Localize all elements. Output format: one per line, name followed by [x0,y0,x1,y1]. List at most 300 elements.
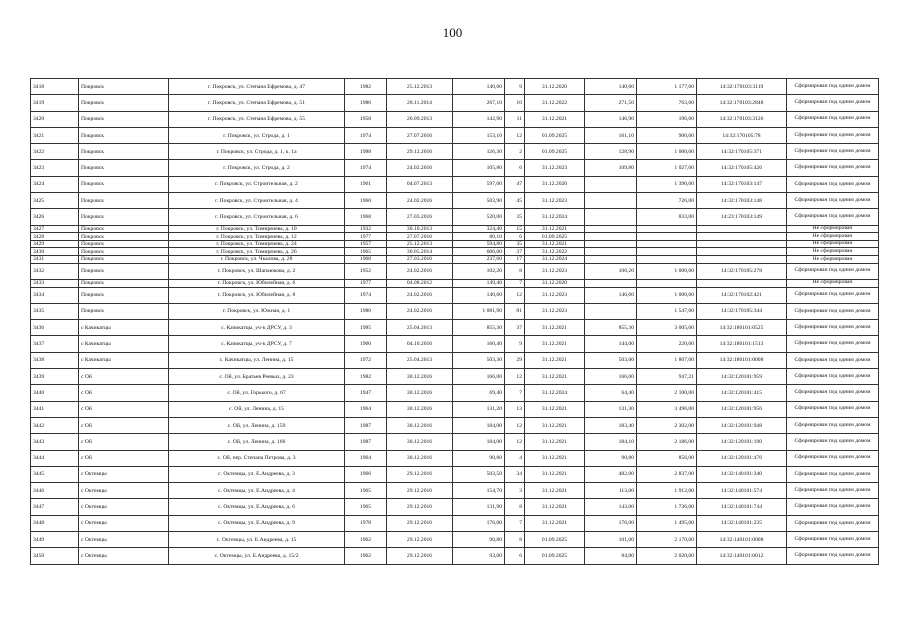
cell-address: г. Покровск, ул. Тимирязева, д. 10 [169,225,345,233]
cell-deadline: 31.12.2024 [525,256,585,264]
cell-address: г. Покровск, ул. Чкалова, д. 28 [169,256,345,264]
cell-sum: 833,00 [637,209,697,225]
cell-cadastral: 14:32:170105:371 [697,144,787,160]
cell-year: 1982 [345,79,387,95]
cell-cadastral: 14:32:120101:190 [697,434,787,450]
cell-status: Сформирован под одним домом [787,320,879,336]
cell-address: г. Покровск, ул. Строительная, д. 6 [169,209,345,225]
cell-number: 3421 [31,127,79,143]
cell-deadline: 31.12.2022 [525,248,585,256]
cell-area: 126,30 [453,144,505,160]
cell-cadastral: 14:32:140101:0008 [697,531,787,547]
cell-date: 25.04.2013 [387,320,453,336]
cell-deadline: 31.12.2024 [525,385,585,401]
cell-deadline: 31.12.2020 [525,79,585,95]
cell-date: 24.02.2016 [387,287,453,303]
table-row [31,209,879,225]
cell-number: 3446 [31,483,79,499]
cell-apartments: 6 [505,160,525,176]
cell-sum: 2 186,00 [637,434,697,450]
cell-number: 3450 [31,548,79,564]
cell-cadastral: 14:32:140101:574 [697,483,787,499]
cell-year: 1965 [345,499,387,515]
cell-date: 29.12.2016 [387,499,453,515]
cell-sum: 2 170,00 [637,531,697,547]
cell-number: 3432 [31,263,79,279]
cell-date: 28.11.2014 [387,95,453,111]
table-row [31,483,879,499]
cell-area-2: 84,00 [585,548,637,564]
cell-apartments: 45 [505,193,525,209]
cell-locality: Покровск [79,279,169,287]
cell-sum: 1 000,00 [637,144,697,160]
cell-area: 154,70 [453,483,505,499]
cell-address: с. Октемцы, ул. Е.Андреева, д. 6 [169,499,345,515]
cell-locality: Покровск [79,225,169,233]
cell-area-2: 146,60 [585,287,637,303]
cell-date: 29.12.2016 [387,548,453,564]
cell-status: Сформирован под одним домом [787,401,879,417]
cell-status: Сформирован под одним домом [787,160,879,176]
cell-apartments: 37 [505,248,525,256]
cell-status: Сформирован под одним домом [787,79,879,95]
cell-cadastral: 14:32:170103:2848 [697,95,787,111]
cell-apartments: 6 [505,233,525,241]
cell-date: 27.03.2016 [387,209,453,225]
cell-area-2: 109,80 [585,160,637,176]
cell-year: 1964 [345,450,387,466]
cell-apartments: 7 [505,279,525,287]
cell-status: Сформирован под одним домом [787,417,879,433]
cell-area: 140,60 [453,287,505,303]
cell-cadastral: 14:32:140101:235 [697,515,787,531]
cell-area: 102,20 [453,263,505,279]
cell-date: 04.10.2016 [387,336,453,352]
cell-locality: с Ой [79,417,169,433]
table-row [31,127,879,143]
cell-cadastral: 14:32:170103:147 [697,176,787,192]
cell-address: с. Октемцы, ул. Е.Андреева, д. 3 [169,466,345,482]
cell-deadline: 31.12.2022 [525,95,585,111]
cell-area: 142,90 [453,111,505,127]
cell-area-2 [585,176,637,192]
cell-date: 24.02.2016 [387,263,453,279]
cell-deadline: 31.12.2021 [525,515,585,531]
cell-cadastral: 14:32:180101:1513 [697,336,787,352]
cell-area-2: 146,90 [585,111,637,127]
cell-year: 1958 [345,111,387,127]
cell-cadastral: 14:32:140101:0012 [697,548,787,564]
cell-area-2: 183,40 [585,417,637,433]
cell-apartments: 29 [505,352,525,368]
cell-status: Сформирован под одним домом [787,352,879,368]
cell-locality: Покровск [79,248,169,256]
cell-number: 3420 [31,111,79,127]
cell-apartments: 17 [505,256,525,264]
cell-area-2: 184,10 [585,434,637,450]
cell-area-2: 144,00 [585,336,637,352]
cell-cadastral [697,225,787,233]
registry-table-container [30,78,878,565]
table-row [31,95,879,111]
cell-number: 3440 [31,385,79,401]
table-row [31,248,879,256]
cell-area: 90,80 [453,531,505,547]
cell-date: 04.08.2012 [387,279,453,287]
cell-sum [637,279,697,287]
cell-apartments: 10 [505,95,525,111]
cell-apartments: 7 [505,385,525,401]
cell-area: 149,40 [453,279,505,287]
cell-number: 3425 [31,193,79,209]
cell-locality: Покровск [79,303,169,319]
cell-date: 27.07.2016 [387,127,453,143]
cell-area: 503,30 [453,352,505,368]
cell-address: с. Октемцы, ул. Е.Андреева, д. 15 [169,531,345,547]
cell-cadastral [697,279,787,287]
cell-area: 606,00 [453,248,505,256]
cell-sum [637,248,697,256]
cell-area-2 [585,303,637,319]
cell-deadline: 31.12.2021 [525,225,585,233]
cell-locality: Покровск [79,95,169,111]
cell-area: 237,60 [453,256,505,264]
cell-year: 1982 [345,369,387,385]
cell-date: 30.12.2016 [387,369,453,385]
cell-area: 90,80 [453,450,505,466]
cell-address: с. Октемцы, ул. Е.Андреева, д. 9 [169,515,345,531]
cell-year: 1988 [345,144,387,160]
cell-year: 1968 [345,209,387,225]
cell-address: г. Покровск, ул. Южная, д. 1 [169,303,345,319]
cell-number: 3418 [31,79,79,95]
cell-status: Сформирован под одним домом [787,209,879,225]
cell-cadastral [697,240,787,248]
cell-sum: 726,00 [637,193,697,209]
cell-area-2 [585,256,637,264]
cell-locality: с Октемцы [79,531,169,547]
cell-status: Сформирован под одним домом [787,434,879,450]
cell-date: 29.12.2016 [387,531,453,547]
table-row [31,369,879,385]
cell-address: г. Покровск, ул. Юбилейная, д. 8 [169,287,345,303]
cell-sum: 947,21 [637,369,697,385]
cell-deadline: 31.12.2023 [525,303,585,319]
cell-address: с. Качикатцы, ул. Ленина, д. 15 [169,352,345,368]
cell-status: Сформирован под одним домом [787,369,879,385]
cell-cadastral: 14:32:170103:3119 [697,79,787,95]
cell-status: Не сформирован [787,225,879,233]
cell-year: 1961 [345,176,387,192]
cell-locality: Покровск [79,256,169,264]
cell-cadastral: 14:32:170102:421 [697,287,787,303]
cell-year: 1932 [345,225,387,233]
cell-area-2 [585,240,637,248]
cell-deadline: 31.12.2021 [525,499,585,515]
cell-status: Сформирован под одним домом [787,111,879,127]
table-row [31,240,879,248]
cell-area-2: 271,50 [585,95,637,111]
cell-address: с. Ой, ул. Ленина, д. 166 [169,434,345,450]
cell-address: с. Октемцы, ул. Е.Андреева, д. 4 [169,483,345,499]
cell-cadastral: 14:23:170103:149 [697,209,787,225]
cell-apartments: 9 [505,79,525,95]
cell-status: Не сформирован [787,233,879,241]
cell-area-2: 503,60 [585,352,637,368]
cell-date: 29.12.2016 [387,515,453,531]
table-row [31,263,879,279]
cell-cadastral [697,248,787,256]
cell-date: 24.02.2016 [387,160,453,176]
cell-year: 1987 [345,434,387,450]
cell-locality: с Октемцы [79,499,169,515]
cell-address: г. Покровск, ул. Строда, д. 1 [169,127,345,143]
cell-number: 3439 [31,369,79,385]
cell-number: 3419 [31,95,79,111]
cell-area-2 [585,279,637,287]
cell-address: г. Покровск, ул. Строда, д. 2 [169,160,345,176]
cell-area: 69,40 [453,385,505,401]
cell-date: 29.12.2016 [387,466,453,482]
cell-status: Сформирован под одним домом [787,531,879,547]
table-row [31,144,879,160]
cell-locality: Покровск [79,193,169,209]
cell-date: 30.12.2016 [387,401,453,417]
cell-locality: с Качикатцы [79,336,169,352]
cell-status: Сформирован под одним домом [787,385,879,401]
cell-area: 1 081,90 [453,303,505,319]
cell-area: 324,40 [453,225,505,233]
cell-apartments: 81 [505,303,525,319]
cell-cadastral: 14:32:170105:344 [697,303,787,319]
cell-locality: Покровск [79,176,169,192]
cell-number: 3433 [31,279,79,287]
cell-year: 1962 [345,531,387,547]
cell-address: г. Покровск, ул. Строда, д. 1, к. 1а [169,144,345,160]
cell-year: 1986 [345,95,387,111]
cell-date: 30.12.2016 [387,417,453,433]
cell-year: 1966 [345,466,387,482]
cell-locality: Покровск [79,209,169,225]
table-row [31,225,879,233]
cell-apartments: 2 [505,144,525,160]
page-number: 100 [442,25,463,40]
cell-date: 30.12.2016 [387,450,453,466]
cell-status: Сформирован под одним домом [787,263,879,279]
cell-sum [637,233,697,241]
table-row [31,279,879,287]
table-row [31,352,879,368]
table-row [31,434,879,450]
cell-sum [637,240,697,248]
cell-date: 29.12.2016 [387,483,453,499]
cell-number: 3448 [31,515,79,531]
cell-area-2: 143,00 [585,499,637,515]
cell-area-2: 166,00 [585,369,637,385]
cell-apartments: 9 [505,336,525,352]
cell-number: 3435 [31,303,79,319]
cell-area: 80,10 [453,233,505,241]
cell-year: 1965 [345,248,387,256]
cell-year: 1980 [345,303,387,319]
cell-apartments: 4 [505,450,525,466]
cell-area: 503,90 [453,193,505,209]
cell-cadastral: 14:32:180101:0008 [697,352,787,368]
cell-year: 1972 [345,352,387,368]
cell-deadline: 31.12.2021 [525,417,585,433]
cell-status: Сформирован под одним домом [787,450,879,466]
cell-status: Сформирован под одним домом [787,193,879,209]
table-row [31,287,879,303]
cell-apartments: 34 [505,466,525,482]
cell-sum: 2 302,00 [637,417,697,433]
cell-date: 24.02.2016 [387,303,453,319]
cell-address: г. Покровск, ул. Тимирязева, д. 24 [169,240,345,248]
cell-date: 04.07.2013 [387,176,453,192]
cell-area-2 [585,193,637,209]
cell-date: 25.12.2013 [387,79,453,95]
cell-deadline: 31.12.2020 [525,176,585,192]
table-row [31,385,879,401]
cell-address: г. Покровск, ул. Строительная, д. 4 [169,193,345,209]
cell-number: 3441 [31,401,79,417]
cell-status: Не сформирован [787,248,879,256]
cell-address: с. Качикатцы, уч-к ДРСУ, д. 3 [169,320,345,336]
cell-status: Сформирован под одним домом [787,515,879,531]
cell-address: г. Покровск, ул. Степана Ефремова, д. 47 [169,79,345,95]
cell-cadastral: 14:32:180101:0525 [697,320,787,336]
cell-area: 855,30 [453,320,505,336]
cell-year: 1952 [345,263,387,279]
cell-area: 267,10 [453,95,505,111]
table-body [31,79,879,565]
cell-area-2: 113,00 [585,483,637,499]
table-row [31,303,879,319]
table-row [31,79,879,95]
cell-sum: 3 005,00 [637,320,697,336]
cell-locality: с Октемцы [79,483,169,499]
cell-cadastral: 14:32:120101:415 [697,385,787,401]
cell-deadline: 31.12.2021 [525,336,585,352]
cell-area: 166,00 [453,369,505,385]
table-row [31,176,879,192]
cell-area: 153,10 [453,127,505,143]
cell-area-2 [585,209,637,225]
cell-sum: 1 000,00 [637,287,697,303]
cell-date: 25.04.2013 [387,352,453,368]
cell-number: 3428 [31,233,79,241]
cell-number: 3429 [31,240,79,248]
cell-date: 27.07.2016 [387,233,453,241]
cell-address: г. Покровск, ул. Шапаюкова, д. 2 [169,263,345,279]
cell-apartments: 47 [505,176,525,192]
cell-year: 1960 [345,193,387,209]
cell-locality: с Ой [79,385,169,401]
cell-address: с. Ой, ул. Ленина, д. 15 [169,401,345,417]
table-row [31,256,879,264]
cell-locality: Покровск [79,287,169,303]
cell-sum [637,225,697,233]
cell-status: Сформирован под одним домом [787,466,879,482]
cell-locality: с Октемцы [79,515,169,531]
cell-sum: 2 100,00 [637,385,697,401]
cell-locality: с Качикатцы [79,352,169,368]
cell-deadline: 31.12.2021 [525,450,585,466]
cell-sum: 1 000,00 [637,263,697,279]
table-row [31,466,879,482]
cell-address: г. Покровск, ул. Степана Ефремова, д. 51 [169,95,345,111]
cell-apartments: 35 [505,240,525,248]
cell-date: 25.12.2013 [387,240,453,248]
cell-status: Сформирован под одним домом [787,483,879,499]
cell-deadline: 31.12.2023 [525,287,585,303]
cell-number: 3426 [31,209,79,225]
cell-sum: 1 177,00 [637,79,697,95]
cell-year: 1978 [345,515,387,531]
cell-area: 184,00 [453,434,505,450]
cell-status: Сформирован под одним домом [787,499,879,515]
cell-cadastral: 14:32:170103:148 [697,193,787,209]
cell-area-2: 482,00 [585,466,637,482]
cell-status: Не сформирован [787,240,879,248]
cell-deadline: 01.09.2025 [525,144,585,160]
cell-year: 1985 [345,320,387,336]
cell-status: Не сформирован [787,279,879,287]
cell-deadline: 31.12.2024 [525,209,585,225]
cell-deadline: 31.12.2021 [525,111,585,127]
table-row [31,336,879,352]
cell-apartments: 8 [505,499,525,515]
cell-cadastral: 14:32:120101:948 [697,417,787,433]
cell-status: Сформирован под одним домом [787,176,879,192]
cell-year: 1987 [345,417,387,433]
cell-year: 1957 [345,240,387,248]
cell-number: 3438 [31,352,79,368]
cell-status: Не сформирован [787,256,879,264]
cell-area: 597,00 [453,176,505,192]
cell-cadastral: 14:32:170103:3126 [697,111,787,127]
cell-number: 3430 [31,248,79,256]
cell-year: 1974 [345,127,387,143]
cell-apartments: 11 [505,111,525,127]
cell-area-2 [585,248,637,256]
cell-number: 3422 [31,144,79,160]
cell-cadastral: 14:32:120101:956 [697,401,787,417]
cell-sum: 1 547,00 [637,303,697,319]
cell-date: 30.10.2013 [387,225,453,233]
cell-deadline: 31.12.2023 [525,160,585,176]
cell-cadastral: 14:32:170105:78 [697,127,787,143]
cell-address: г. Покровск, ул. Степана Ефремова, д. 55 [169,111,345,127]
cell-locality: с Ой [79,369,169,385]
cell-number: 3437 [31,336,79,352]
cell-area-2: 106,20 [585,263,637,279]
cell-deadline: 31.12.2021 [525,320,585,336]
cell-status: Сформирован под одним домом [787,303,879,319]
cell-area-2: 855,30 [585,320,637,336]
cell-area-2 [585,225,637,233]
cell-apartments: 12 [505,369,525,385]
cell-area-2: 128,90 [585,144,637,160]
cell-area: 503,50 [453,466,505,482]
cell-address: г. Покровск, ул. Юбилейная, д. 6 [169,279,345,287]
cell-address: г. Покровск, ул. Тимирязева, д. 26 [169,248,345,256]
cell-cadastral: 14:32:140101:744 [697,499,787,515]
cell-sum: 1 027,00 [637,160,697,176]
cell-sum: 3 496,00 [637,401,697,417]
cell-sum: 1 390,00 [637,176,697,192]
cell-date: 27.03.2016 [387,256,453,264]
